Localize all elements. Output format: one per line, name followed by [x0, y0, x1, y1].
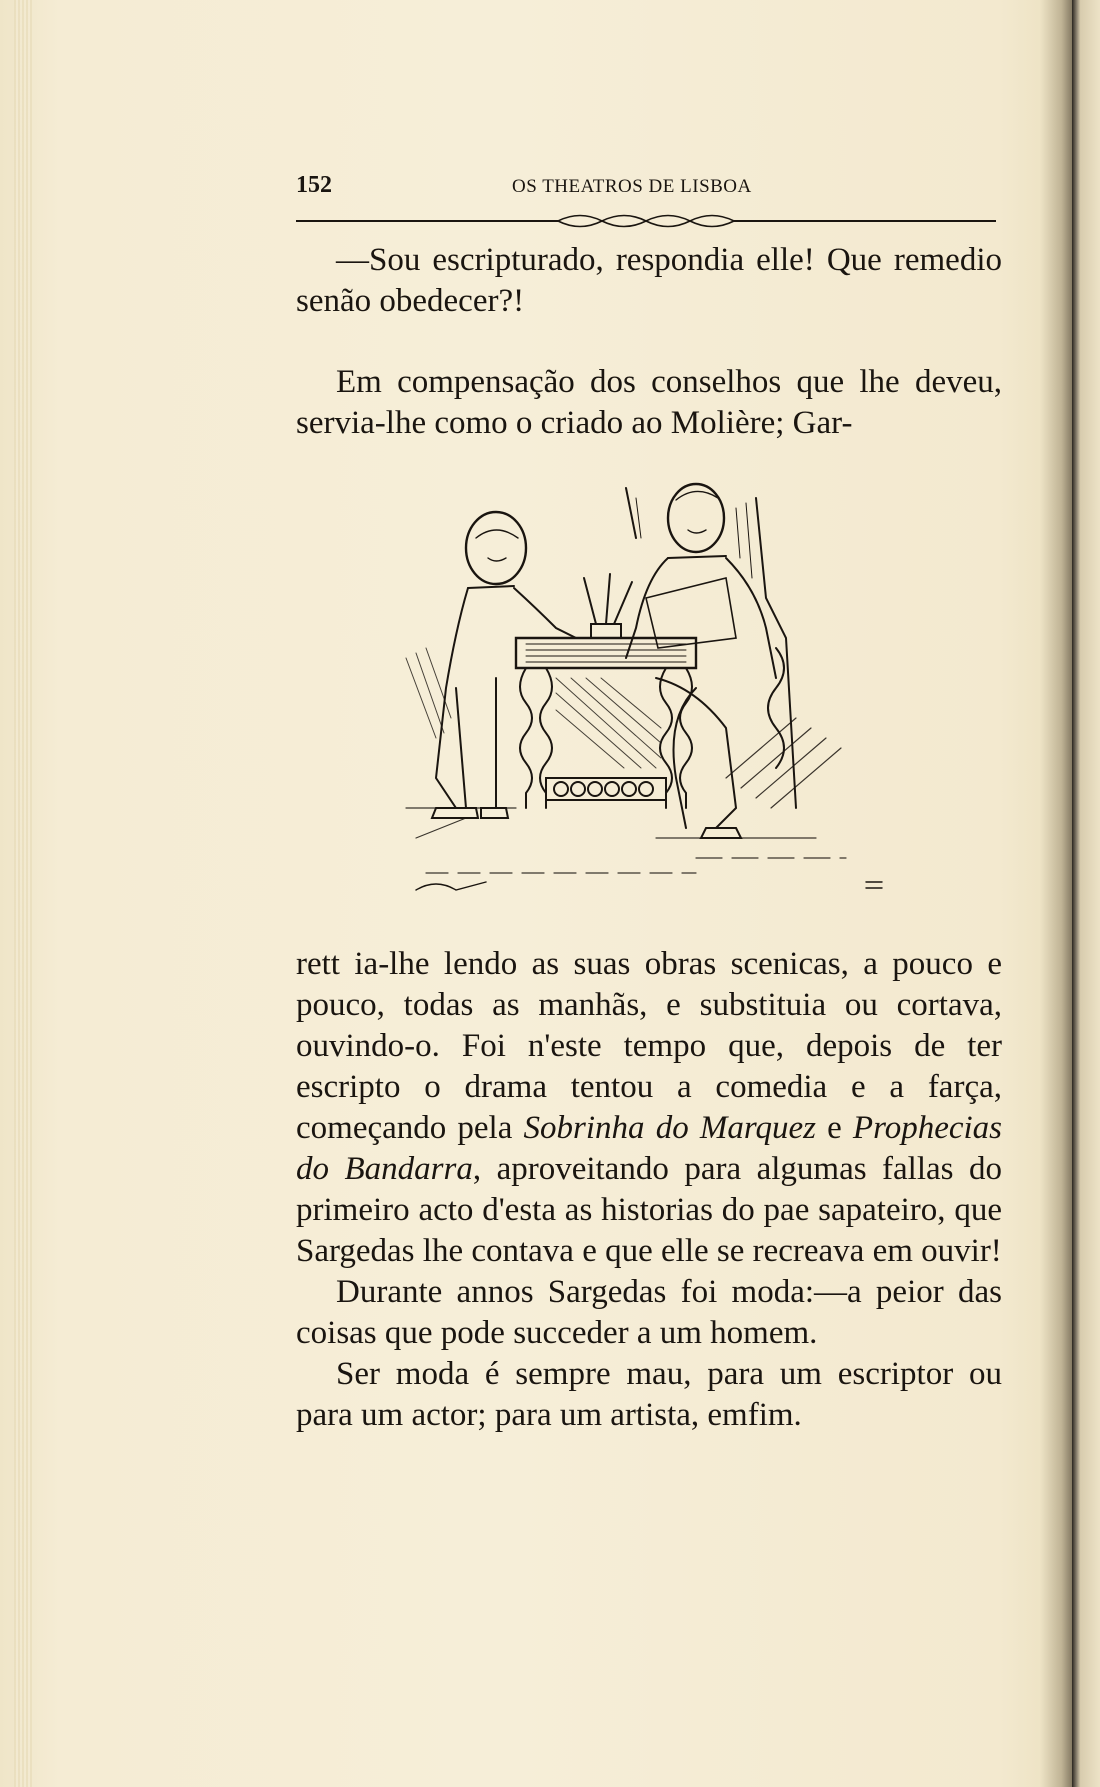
- text-block-top: [296, 240, 1002, 444]
- engraving-illustration: [396, 478, 912, 914]
- page-number: 152: [296, 172, 332, 198]
- text-run: rett ia-lhe lendo as suas obras scenicas, a pouco e pouco, todas as manhãs, e substituia ou cortava, ouvindo-o. Foi n'este tempo que, depois de ter escripto o drama tentou a comedia e a farça, começando pela: [296, 946, 1002, 1146]
- running-head: [296, 172, 996, 202]
- paragraph: Ser moda é sempre mau, para um escriptor ou para um actor; para um artista, emfim.: [296, 1356, 1002, 1433]
- paragraph: —Sou escripturado, respondia elle! Que remedio senão obedecer?!: [296, 242, 1002, 319]
- adjacent-page-edge: [1072, 0, 1100, 1787]
- page-edges: [14, 0, 32, 1787]
- paragraph: Em compensação dos conselhos que lhe deveu, servia-lhe como o criado ao Molière; Gar-: [296, 364, 1002, 441]
- text-block-bottom: [296, 944, 1002, 1436]
- text-run: , aproveitando para algumas fallas do primeiro acto d'esta as historias do pae sapateiro, que Sargedas lhe contava e que elle se recreava em ouvir!: [296, 1151, 1002, 1269]
- paragraph: Durante annos Sargedas foi moda:—a peior das coisas que pode succeder a um homem.: [296, 1274, 1002, 1351]
- book-title: Prophecias do Bandarra: [296, 1110, 1003, 1187]
- running-title: OS THEATROS DE LISBOA: [512, 176, 752, 197]
- gutter-shadow: [1040, 0, 1076, 1787]
- paragraph: [296, 944, 1002, 1272]
- ornament-rule: [296, 210, 996, 232]
- text-run: e: [815, 1110, 853, 1146]
- book-title: Sobrinha do Marquez: [523, 1110, 816, 1146]
